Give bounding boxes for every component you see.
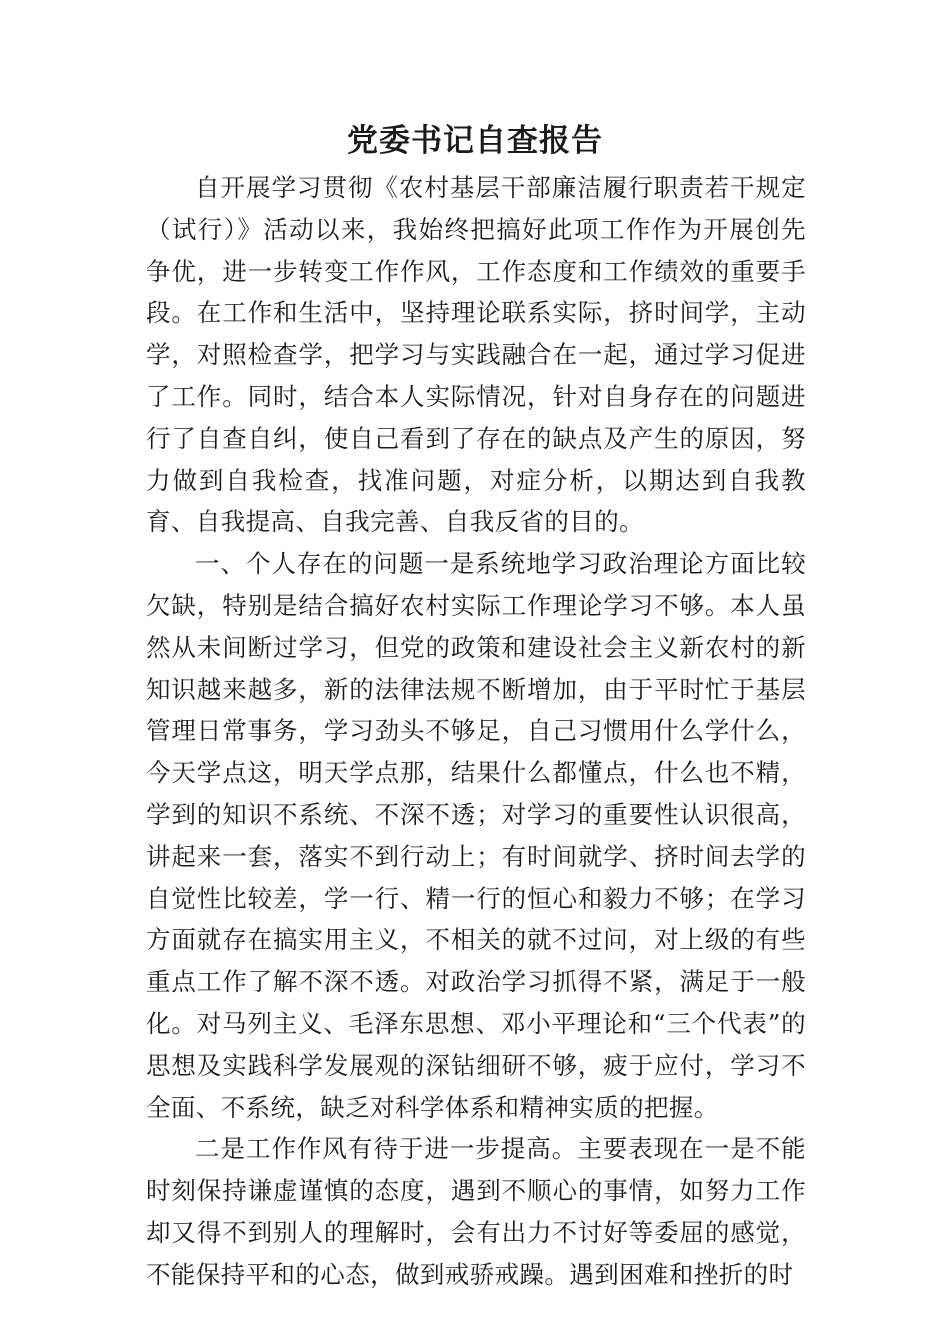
paragraph-problem-two: 二是工作作风有待于进一步提高。主要表现在一是不能时刻保持谦虚谨慎的态度，遇到不顺心的事情，如努力工作却又得不到别人的理解时，会有出力不讨好等委屈的感觉，不能保持平和的心态，做到戒骄戒躁。遇到困难和挫折的时 (146, 1134, 806, 1289)
paragraph-problem-one: 一、个人存在的问题一是系统地学习政治理论方面比较欠缺，特别是结合搞好农村实际工作理论学习不够。本人虽然从未间断过学习，但党的政策和建设社会主义新农村的新知识越来越多，新的法律法规不断增加，由于平时忙于基层管理日常事务，学习劲头不够足，自己习惯用什么学什么，今天学点这，明天学点那，结果什么都懂点，什么也不精，学到的知识不系统、不深不透；对学习的重要性认识很高，讲起来一套，落实不到行动上；有时间就学、挤时间去学的自觉性比较差，学一行、精一行的恒心和毅力不够；在学习方面就存在搞实用主义，不相关的就不过问，对上级的有些重点工作了解不深不透。对政治学习抓得不紧，满足于一般化。对马列主义、毛泽东思想、邓小平理论和“三个代表”的思想及实践科学发展观的深钻细研不够，疲于应付，学习不全面、不系统，缺乏对科学体系和精神实质的把握。 (146, 549, 806, 1122)
paragraph-intro: 自开展学习贯彻《农村基层干部廉洁履行职责若干规定（试行）》活动以来，我始终把搞好此项工作作为开展创先争优，进一步转变工作作风，工作态度和工作绩效的重要手段。在工作和生活中，坚持理论联系实际，挤时间学，主动学，对照检查学，把学习与实践融合在一起，通过学习促进了工作。同时，结合本人实际情况，针对自身存在的问题进行了自查自纠，使自己看到了存在的缺点及产生的原因，努力做到自我检查，找准问题，对症分析，以期达到自我教育、自我提高、自我完善、自我反省的目的。 (146, 173, 806, 537)
document-title: 党委书记自查报告 (347, 123, 603, 159)
document-body (146, 167, 806, 1296)
